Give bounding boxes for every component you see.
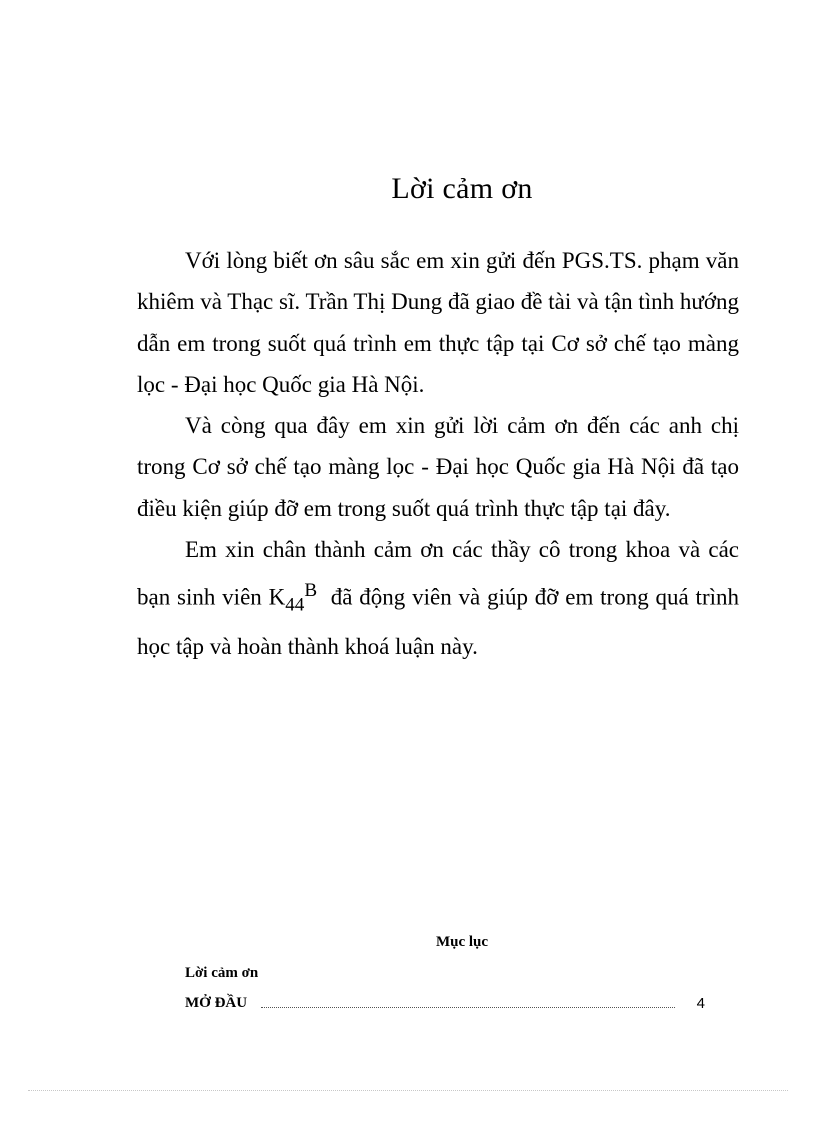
paragraph-3-text-start: Em xin chân thành cảm ơn các thầy cô trong khoa và các bạn sinh viên K	[137, 537, 739, 611]
page-title: Lời cảm ơn	[391, 172, 533, 205]
toc-entry[interactable]	[185, 995, 705, 1015]
toc-first-line: Lời cảm ơn	[185, 965, 259, 981]
paragraph-3-text-end: đã động viên và giúp đỡ em trong quá trình học tập và hoàn thành khoá luận này.	[137, 585, 745, 659]
toc-heading: Mục lục	[435, 934, 489, 950]
acknowledgement-body	[137, 240, 745, 667]
paragraph-1: Với lòng biết ơn sâu sắc em xin gửi đến PGS.TS. phạm văn khiêm và Thạc sĩ. Trần Thị Dung đã giao đề tài và tận tình hướng dẫn em trong suốt quá trình em thực tập tại Cơ sở chế tạo màng lọc - Đại học Quốc gia Hà Nội.	[137, 248, 739, 397]
toc-entry-label: MỞ ĐẦU	[185, 995, 248, 1011]
toc-entry-page-number: 4	[696, 995, 705, 1012]
toc-dot-leader	[261, 1007, 675, 1008]
class-superscript: B	[304, 580, 318, 602]
paragraph-2: Và còng qua đây em xin gửi lời cảm ơn đến các anh chị trong Cơ sở chế tạo màng lọc - Đại học Quốc gia Hà Nội đã tạo điều kiện giúp đỡ em trong suốt quá trình thực tập tại đây.	[137, 413, 739, 521]
paragraph-3	[137, 529, 745, 667]
page-bottom-divider	[28, 1090, 788, 1091]
class-subscript: 44	[285, 594, 305, 616]
